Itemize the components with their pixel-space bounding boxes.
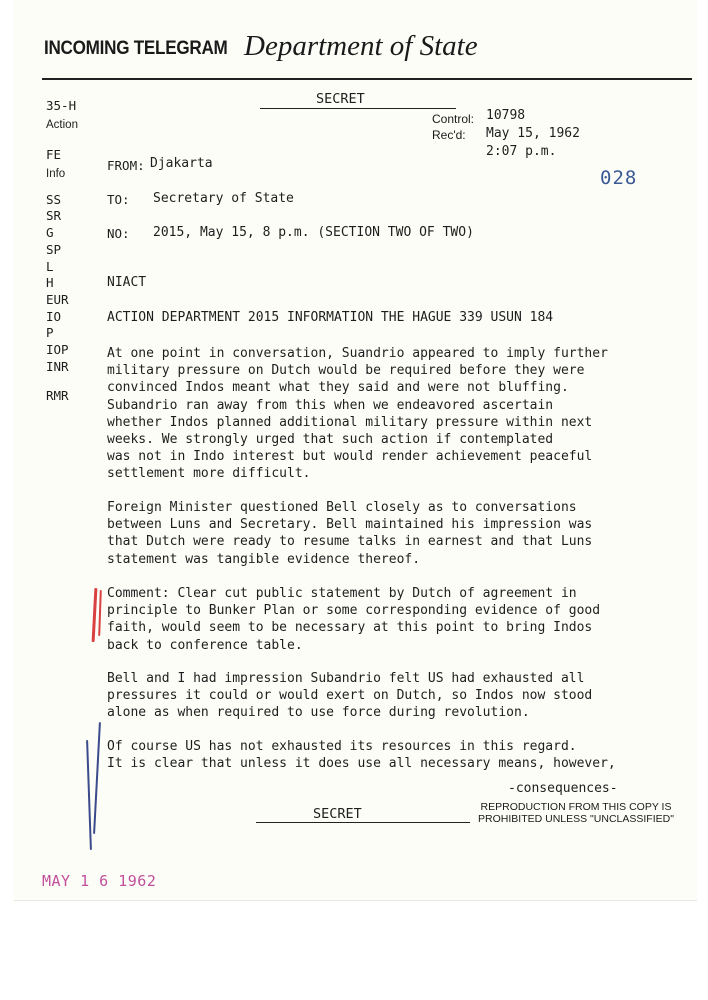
info-label: Info [46, 168, 66, 181]
from-value: Djakarta [150, 156, 213, 171]
reproduction-line: PROHIBITED UNLESS "UNCLASSIFIED" [478, 813, 674, 825]
info-office: SS [46, 191, 62, 207]
reproduction-notice [478, 801, 674, 825]
no-value: 2015, May 15, 8 p.m. (SECTION TWO OF TWO) [153, 225, 474, 240]
control-label: Control: [432, 112, 475, 126]
recd-date: May 15, 1962 [486, 126, 580, 141]
action-office: FE [46, 147, 62, 163]
received-date-stamp: MAY 1 6 1962 [42, 872, 157, 890]
info-office: L [46, 258, 54, 274]
classification-bottom-rule [256, 822, 470, 823]
action-label: Action [46, 118, 78, 131]
info-office: SP [46, 241, 62, 257]
recd-time: 2:07 p.m. [486, 144, 557, 159]
paragraph: At one point in conversation, Suandrio appeared to imply further military pressure on Dutch would be required before they were convinced Indos meant what they said and were not bluffing. Subandrio ran away from this when we endeavored ascertain whether Indos planned additional military pressure within next weeks. We strongly urged that such action if contemplated was not in Indo interest but would render achievement peaceful settlement more difficult. [107, 346, 608, 482]
info-office: SR [46, 208, 62, 224]
routing-number: 35-H [46, 98, 77, 113]
paragraph: Of course US has not exhausted its resources in this regard. It is clear that unless it does use all necessary means, however, [107, 739, 616, 772]
info-office: IO [46, 308, 62, 324]
action-line: ACTION DEPARTMENT 2015 INFORMATION THE HAGUE 339 USUN 184 [107, 310, 554, 325]
control-value: 10798 [486, 108, 526, 123]
stamp-number: 028 [600, 167, 638, 189]
routing-extra: RMR [46, 388, 69, 404]
routing-column [46, 96, 78, 406]
recd-label: Rec'd: [432, 128, 466, 142]
from-label: FROM: [107, 158, 145, 173]
reproduction-line: REPRODUCTION FROM THIS COPY IS [480, 801, 672, 813]
no-label: NO: [107, 226, 130, 241]
paragraph: Foreign Minister questioned Bell closely as to conversations between Luns and Secretary. Bell maintained his impression was that Dutch were ready to resume talks in earnest and that Luns statement was tangible evidence thereof. [107, 500, 593, 567]
info-office: IOP [46, 341, 69, 357]
classification-top-rule [260, 108, 456, 109]
classification-top: SECRET [316, 91, 365, 107]
info-office: EUR [46, 291, 69, 307]
to-label: TO: [107, 192, 130, 207]
page-right-margin [697, 0, 708, 1000]
info-office: G [46, 225, 54, 241]
continuation: -consequences- [508, 781, 618, 796]
header-rule [42, 78, 692, 80]
department-title: Department of State [244, 30, 478, 62]
incoming-telegram-title: INCOMING TELEGRAM [44, 38, 228, 59]
info-office: INR [46, 358, 69, 374]
precedence: NIACT [107, 275, 147, 290]
info-office: P [46, 325, 54, 341]
info-office: H [46, 275, 54, 291]
classification-bottom: SECRET [313, 806, 362, 822]
to-value: Secretary of State [153, 191, 294, 206]
paragraph: Bell and I had impression Subandrio felt US had exhausted all pressures it could or would exert on Dutch, so Indos now stood alone as when required to use force during revolution. [107, 671, 593, 721]
paragraph-comment: Comment: Clear cut public statement by Dutch of agreement in principle to Bunker Plan or some corresponding evidence of good faith, would seem to be necessary at this point to bring Indos back to conference table. [107, 586, 601, 653]
